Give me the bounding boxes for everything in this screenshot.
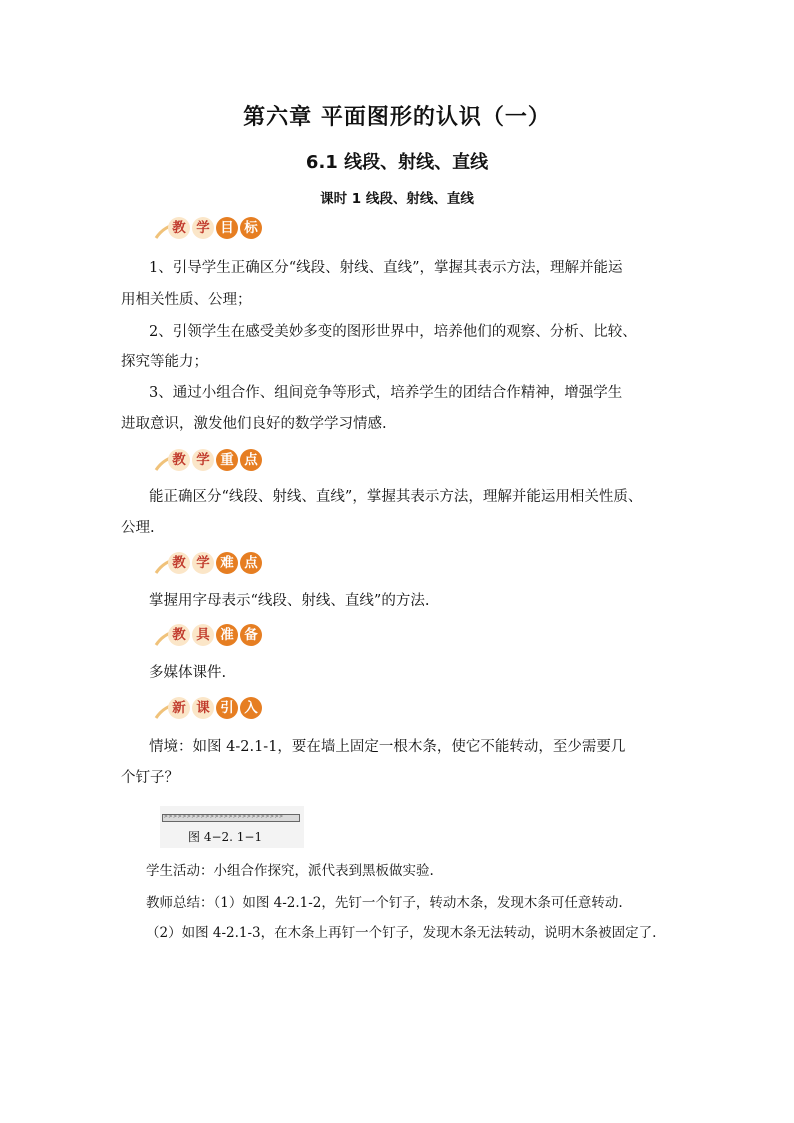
badge-char: 新 xyxy=(168,697,190,719)
badge-materials xyxy=(154,623,264,649)
section-title: 6.1 线段、射线、直线 xyxy=(305,152,489,173)
teacher-summary-1: 教师总结：（1）如图 4-2.1-2，先钉一个钉子，转动木条，发现木条可任意转动. xyxy=(146,895,623,911)
badge-char: 点 xyxy=(240,552,262,574)
badge-char: 教 xyxy=(168,552,190,574)
badge-char: 教 xyxy=(168,449,190,471)
difficulties-text: 掌握用字母表示“线段、射线、直线”的方法. xyxy=(149,593,430,609)
badge-char: 课 xyxy=(192,697,214,719)
figure-caption: 图 4−2. 1−1 xyxy=(188,830,263,844)
figure-wood-strip xyxy=(160,806,304,848)
goal-3-line-2: 进取意识，激发他们良好的数学学习情感. xyxy=(121,416,387,432)
wood-grain: >>>>>>>>>>>>>>>>>>>>>>>>>> xyxy=(164,813,284,820)
student-activity: 学生活动：小组合作探究，派代表到黑板做实验. xyxy=(146,863,434,879)
badge-char: 目 xyxy=(216,217,238,239)
badge-char: 引 xyxy=(216,697,238,719)
goal-2-line-1: 2、引领学生在感受美妙多变的图形世界中，培养他们的观察、分析、比较、 xyxy=(149,324,637,340)
goal-1-line-1: 1、引导学生正确区分“线段、射线、直线”，掌握其表示方法，理解并能运 xyxy=(149,260,623,276)
goal-3-line-1: 3、通过小组合作、组间竞争等形式，培养学生的团结合作精神，增强学生 xyxy=(149,385,623,401)
badge-char: 教 xyxy=(168,624,190,646)
badge-char: 标 xyxy=(240,217,262,239)
badge-char: 准 xyxy=(216,624,238,646)
teacher-summary-2: （2）如图 4-2.1-3，在木条上再钉一个钉子，发现木条无法转动，说明木条被固定了. xyxy=(146,925,657,941)
badge-key-points xyxy=(154,448,264,474)
goal-2-line-2: 探究等能力； xyxy=(121,354,208,370)
badge-char: 学 xyxy=(192,552,214,574)
key-points-line-2: 公理. xyxy=(121,520,155,536)
materials-text: 多媒体课件. xyxy=(149,665,227,681)
intro-line-1: 情境：如图 4-2.1-1，要在墙上固定一根木条，使它不能转动，至少需要几 xyxy=(149,739,626,755)
badge-char: 点 xyxy=(240,449,262,471)
key-points-line-1: 能正确区分“线段、射线、直线”，掌握其表示方法，理解并能运用相关性质、 xyxy=(149,489,643,505)
badge-char: 学 xyxy=(192,449,214,471)
goal-1-line-2: 用相关性质、公理； xyxy=(121,292,252,308)
badge-char: 学 xyxy=(192,217,214,239)
badge-char: 重 xyxy=(216,449,238,471)
lesson-title: 课时 1 线段、射线、直线 xyxy=(320,191,474,207)
intro-line-2: 个钉子？ xyxy=(121,770,179,786)
chapter-title: 第六章 平面图形的认识（一） xyxy=(243,105,551,130)
badge-char: 入 xyxy=(240,697,262,719)
badge-char: 备 xyxy=(240,624,262,646)
badge-char: 难 xyxy=(216,552,238,574)
badge-difficulties xyxy=(154,551,264,577)
badge-char: 教 xyxy=(168,217,190,239)
badge-teaching-goals xyxy=(154,216,264,242)
badge-char: 具 xyxy=(192,624,214,646)
badge-intro xyxy=(154,696,264,722)
